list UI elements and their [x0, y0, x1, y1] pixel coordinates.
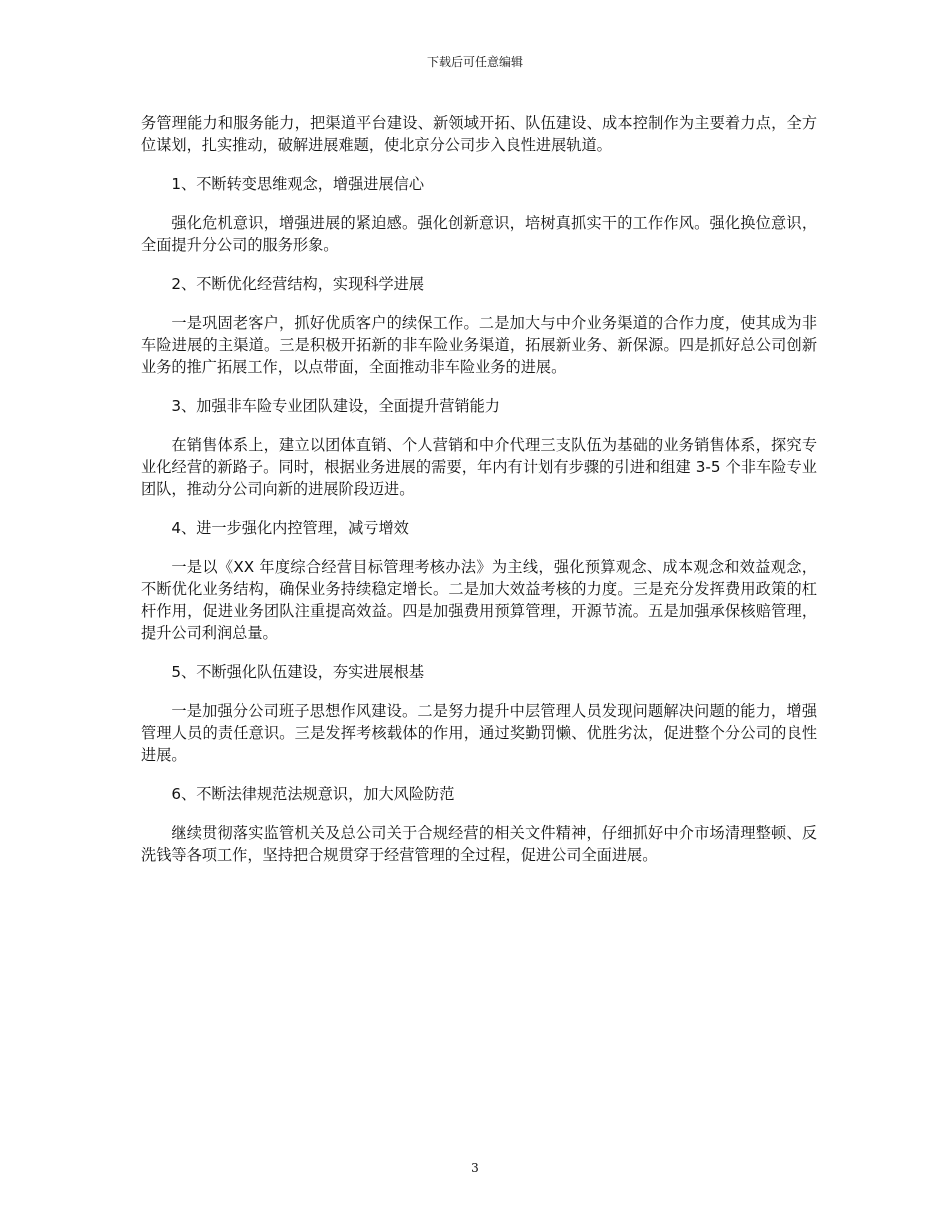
document-body — [141, 112, 817, 866]
page-number: 3 — [471, 1161, 479, 1175]
section-heading-4: 4、进一步强化内控管理，减亏增效 — [171, 519, 409, 537]
section-body-5: 一是加强分公司班子思想作风建设。二是努力提升中层管理人员发现问题解决问题的能力，增强管理人员的责任意识。三是发挥考核载体的作用，通过奖勤罚懒、优胜劣汰，促进整个分公司的良性进展。 — [141, 702, 817, 764]
page-header: 下载后可任意编辑 — [426, 55, 523, 69]
section-heading-2: 2、不断优化经营结构，实现科学进展 — [171, 275, 425, 293]
section-heading-1: 1、不断转变思维观念，增强进展信心 — [171, 175, 425, 193]
section-heading-6: 6、不断法律规范法规意识，加大风险防范 — [171, 785, 455, 803]
section-body-6: 继续贯彻落实监管机关及总公司关于合规经营的相关文件精神，仔细抓好中介市场清理整顿、反洗钱等各项工作，坚持把合规贯穿于经营管理的全过程，促进公司全面进展。 — [141, 824, 817, 864]
section-heading-3: 3、加强非车险专业团队建设，全面提升营销能力 — [171, 397, 500, 415]
section-heading-5: 5、不断强化队伍建设，夯实进展根基 — [171, 663, 425, 681]
paragraph-continuation: 务管理能力和服务能力，把渠道平台建设、新领域开拓、队伍建设、成本控制作为主要着力点，全方位谋划，扎实推动，破解进展难题，使北京分公司步入良性进展轨道。 — [141, 114, 817, 154]
section-body-2: 一是巩固老客户，抓好优质客户的续保工作。二是加大与中介业务渠道的合作力度，使其成为非车险进展的主渠道。三是积极开拓新的非车险业务渠道，拓展新业务、新保源。四是抓好总公司创新业务的推广拓展工作，以点带面，全面推动非车险业务的进展。 — [141, 314, 817, 376]
section-body-4: 一是以《XX 年度综合经营目标管理考核办法》为主线，强化预算观念、成本观念和效益观念，不断优化业务结构，确保业务持续稳定增长。二是加大效益考核的力度。三是充分发挥费用政策的杠杆作用，促进业务团队注重提高效益。四是加强费用预算管理，开源节流。五是加强承保核赔管理，提升公司利润总量。 — [141, 558, 817, 642]
section-body-1: 强化危机意识，增强进展的紧迫感。强化创新意识，培树真抓实干的工作作风。强化换位意识，全面提升分公司的服务形象。 — [141, 214, 817, 254]
section-body-3: 在销售体系上，建立以团体直销、个人营销和中介代理三支队伍为基础的业务销售体系，探究专业化经营的新路子。同时，根据业务进展的需要，年内有计划有步骤的引进和组建 3-5 个非车险专业团队，推动分公司向新的进展阶段迈进。 — [141, 436, 817, 498]
